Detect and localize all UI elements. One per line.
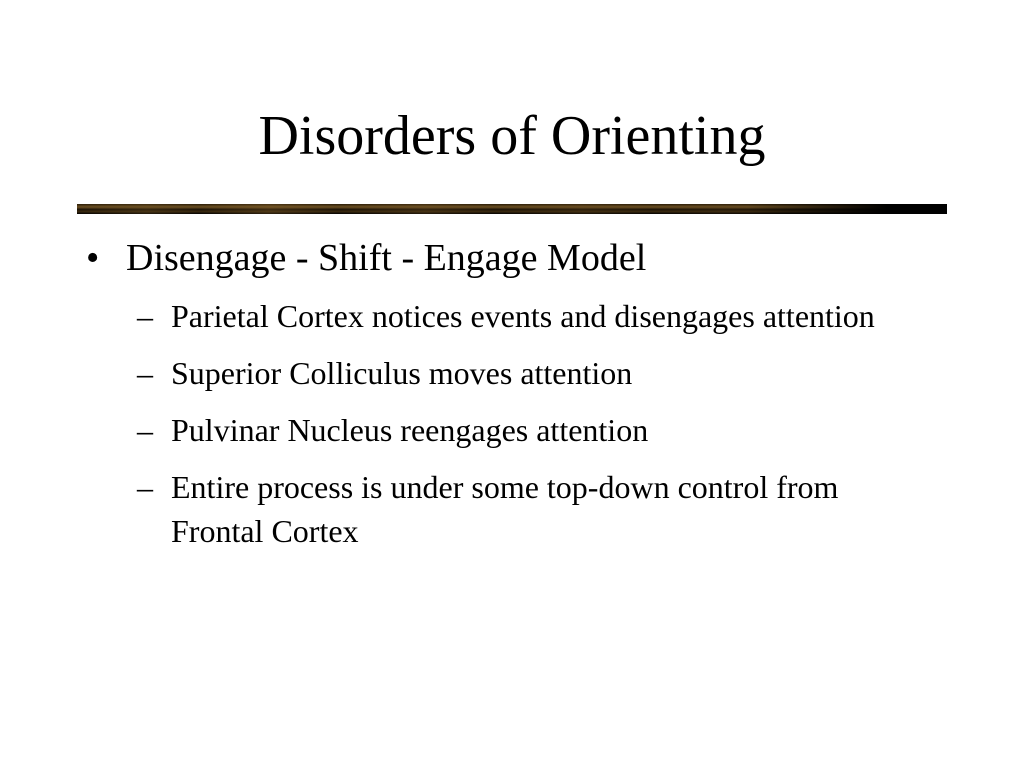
sub-bullet-text: Parietal Cortex notices events and disengages attention: [171, 298, 875, 334]
dash-icon: –: [137, 412, 153, 448]
sub-bullet-text: Superior Colliculus moves attention: [171, 355, 633, 391]
dash-icon: –: [137, 298, 153, 334]
sub-bullet-item: [137, 408, 946, 452]
slide-title: Disorders of Orienting: [258, 105, 766, 167]
sub-bullet-text: Pulvinar Nucleus reengages attention: [171, 412, 649, 448]
bullet-text: Disengage - Shift - Engage Model: [126, 237, 647, 279]
sub-bullet-item: [137, 465, 946, 553]
bullet-dot-icon: •: [86, 237, 100, 279]
slide-body: [86, 232, 946, 566]
sub-bullet-list: [86, 294, 946, 553]
dash-icon: –: [137, 355, 153, 391]
title-divider: [77, 204, 947, 214]
sub-bullet-text: Entire process is under some top-down control from Frontal Cortex: [171, 469, 839, 549]
sub-bullet-item: [137, 351, 946, 395]
bullet-item: [86, 232, 946, 284]
sub-bullet-item: [137, 294, 946, 338]
dash-icon: –: [137, 469, 153, 505]
